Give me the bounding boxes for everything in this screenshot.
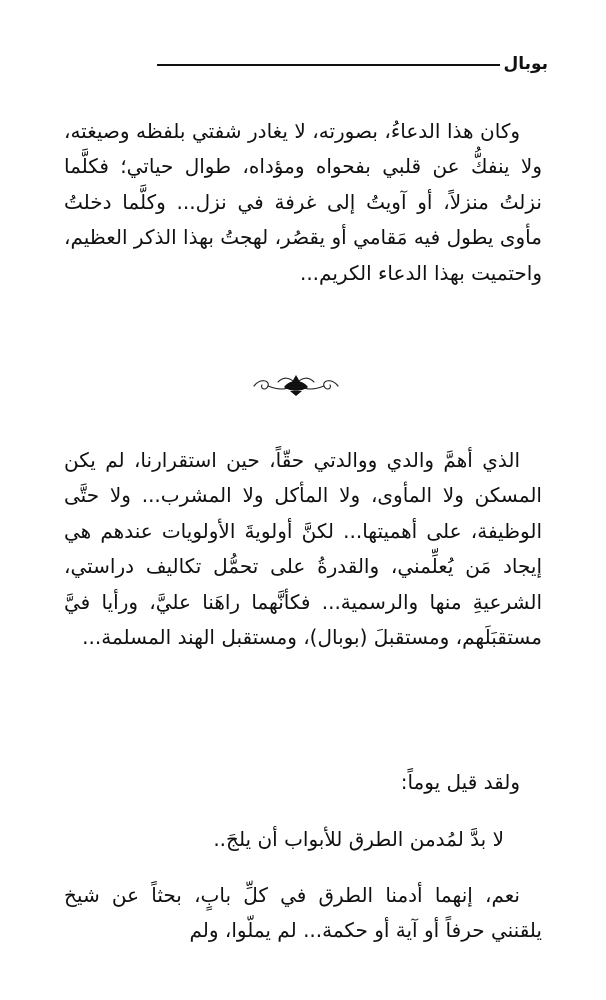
- paragraph: وكان هذا الدعاءُ، بصورته، لا يغادر شفتي بلفظه وصيغته، ولا ينفكُّ عن قلبي بفحواه ومؤداه، طوال حياتي؛ فكلَّما نزلتُ منزلاً، أو آويتُ إلى غرفة في نزل... وكلَّما دخلتُ مأوى يطول فيه مَقامي أو يقصُر، لهجتُ بهذا الذكر العظيم، واحتميت بهذا الدعاء الكريم...: [64, 119, 542, 285]
- header-title: بوبال: [503, 54, 548, 74]
- text-block: [64, 765, 542, 800]
- text-block: [64, 878, 542, 949]
- running-header: [60, 52, 548, 76]
- quoted-saying: لا بدَّ لمُدمن الطرق للأبواب أن يلجَ..: [213, 827, 504, 851]
- quote-block: [64, 822, 542, 857]
- text-block: [64, 443, 542, 655]
- paragraph: نعم، إنهما أدمنا الطرق في كلِّ بابٍ، بحثاً عن شيخ يلقنني حرفاً أو آية أو حكمة... لم يملّوا، ولم: [64, 883, 542, 943]
- text-block: [64, 114, 542, 291]
- decorative-ornament-icon: [248, 370, 344, 400]
- header-rule: [157, 64, 500, 66]
- paragraph: ولقد قيل يوماً:: [400, 770, 520, 794]
- paragraph: الذي أهمَّ والدي ووالدتي حقّاً، حين استقرارنا، لم يكن المسكن ولا المأوى، ولا المأكل ولا المشرب... ولا حتَّى الوظيفة، على أهميتها... لكنَّ أولويةَ الأولويات عندهم هي إيجاد مَن يُعلِّمني، والقدرةُ على تحمُّل تكاليف دراستي، الشرعيةِ منها والرسمية... فكأنَّهما راهَنا عليَّ، ورأيا فيَّ مستقبَلَهم، ومستقبلَ (بوبال)، ومستقبل الهند المسلمة...: [64, 448, 542, 650]
